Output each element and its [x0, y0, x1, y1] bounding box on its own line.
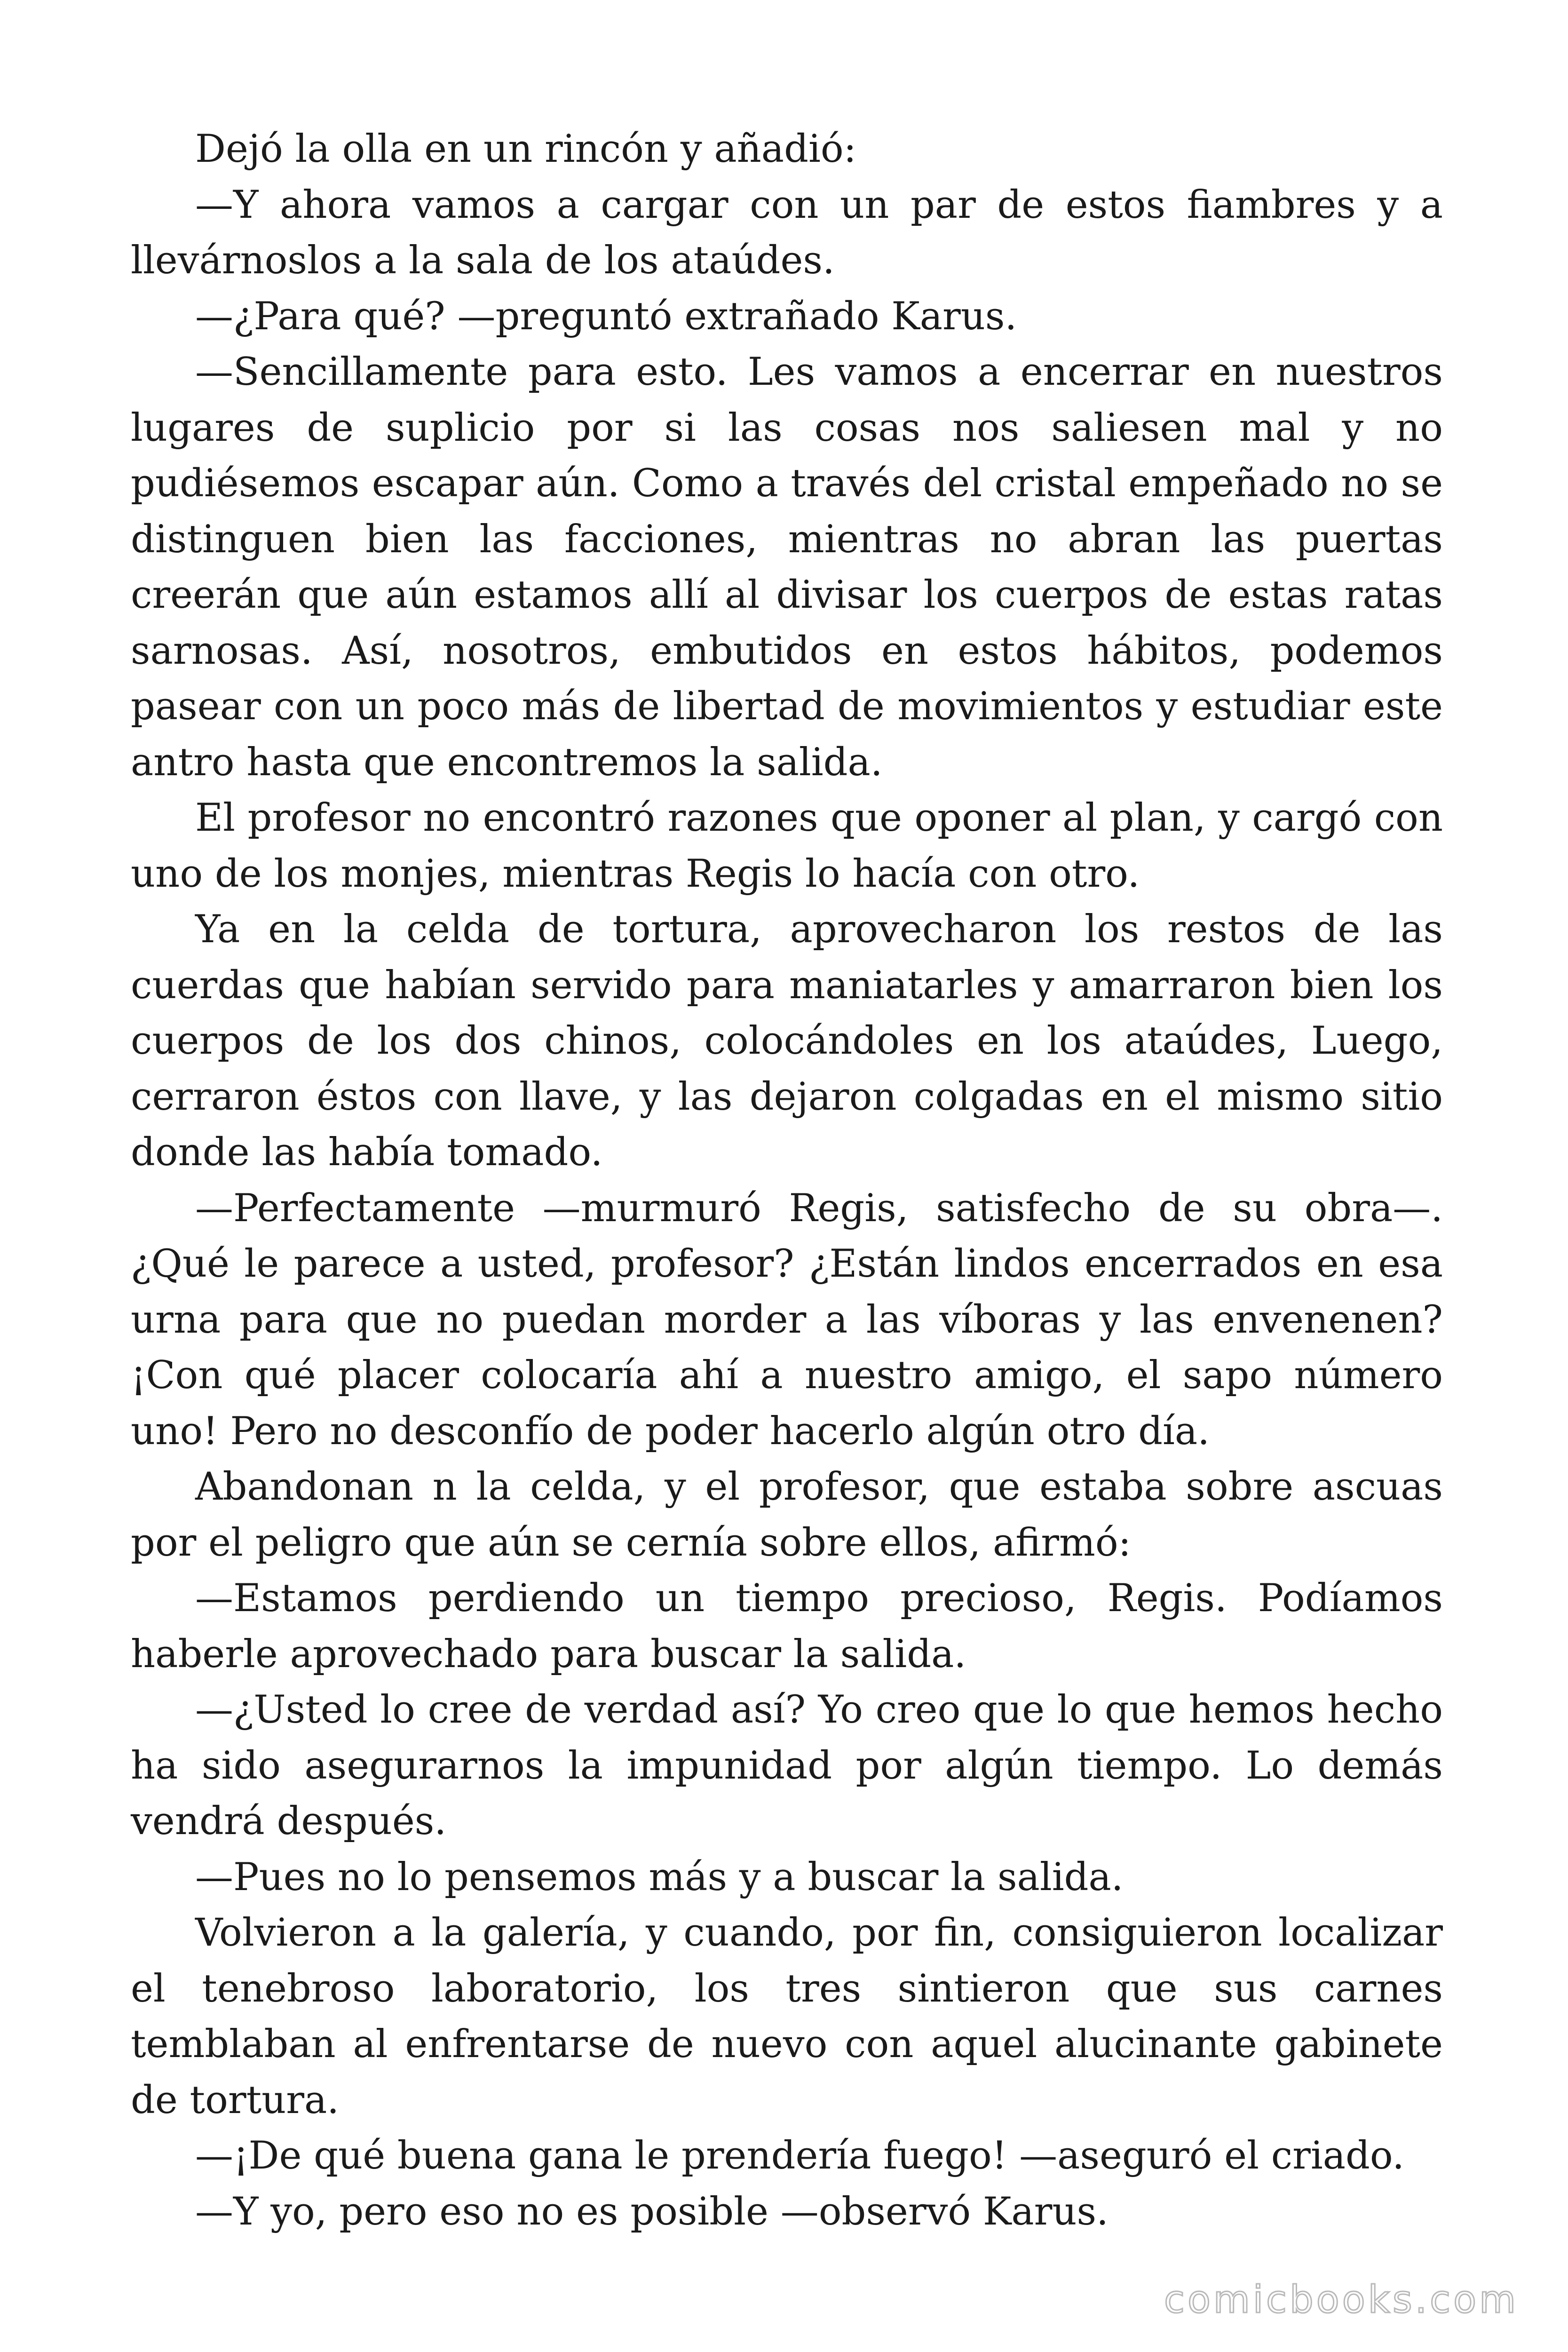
paragraph: Dejó la olla en un rincón y añadió: [195, 127, 856, 171]
watermark: comicbooks.com [1164, 2278, 1519, 2321]
paragraph: —Pues no lo pensemos más y a buscar la salida. [195, 1855, 1124, 1899]
paragraph: Abandonan n la celda, y el profesor, que estaba sobre ascuas por el peligro que aún se cernía sobre ellos, afirmó: [131, 1465, 1443, 1565]
paragraph: —¿Usted lo cree de verdad así? Yo creo que lo que hemos hecho ha sido asegurarnos la impunidad por algún tiempo. Lo demás vendrá después. [131, 1688, 1443, 1843]
paragraph: —Y yo, pero eso no es posible —observó Karus. [195, 2189, 1109, 2234]
page-body [131, 121, 1443, 2240]
paragraph: —Estamos perdiendo un tiempo precioso, Regis. Podíamos haberle aprovechado para buscar la salida. [131, 1576, 1443, 1677]
paragraph: Volvieron a la galería, y cuando, por fin, consiguieron localizar el tenebroso laboratorio, los tres sintieron que sus carnes temblaban al enfrentarse de nuevo con aquel alucinante gabinete de tortura. [131, 1911, 1443, 2122]
paragraph: —Sencillamente para esto. Les vamos a encerrar en nuestros lugares de suplicio por si las cosas nos saliesen mal y no pudiésemos escapar aún. Como a través del cristal empeñado no se distinguen bien las facciones, mientras no abran las puertas creerán que aún estamos allí al divisar los cuerpos de estas ratas sarnosas. Así, nosotros, embutidos en estos hábitos, podemos pasear con un poco más de libertad de movimientos y estudiar este antro hasta que encontremos la salida. [131, 350, 1443, 785]
paragraph: —¡De qué buena gana le prendería fuego! —aseguró el criado. [195, 2134, 1404, 2178]
paragraph: —¿Para qué? —preguntó extrañado Karus. [195, 294, 1017, 339]
paragraph: —Perfectamente —murmuró Regis, satisfecho de su obra—. ¿Qué le parece a usted, profesor? ¿Están lindos encerrados en esa urna para que no puedan morder a las víboras y las envenenen? ¡Con qué placer colocaría ahí a nuestro amigo, el sapo número uno! Pero no desconfío de poder hacerlo algún otro día. [131, 1186, 1443, 1454]
paragraph: Ya en la celda de tortura, aprovecharon los restos de las cuerdas que habían servido para maniatarles y amarraron bien los cuerpos de los dos chinos, colocándoles en los ataúdes, Luego, cerraron éstos con llave, y las dejaron colgadas en el mismo sitio donde las había tomado. [131, 907, 1443, 1175]
paragraph: El profesor no encontró razones que oponer al plan, y cargó con uno de los monjes, mientras Regis lo hacía con otro. [131, 796, 1443, 896]
paragraph: —Y ahora vamos a cargar con un par de estos fiambres y a llevárnoslos a la sala de los ataúdes. [131, 183, 1443, 283]
